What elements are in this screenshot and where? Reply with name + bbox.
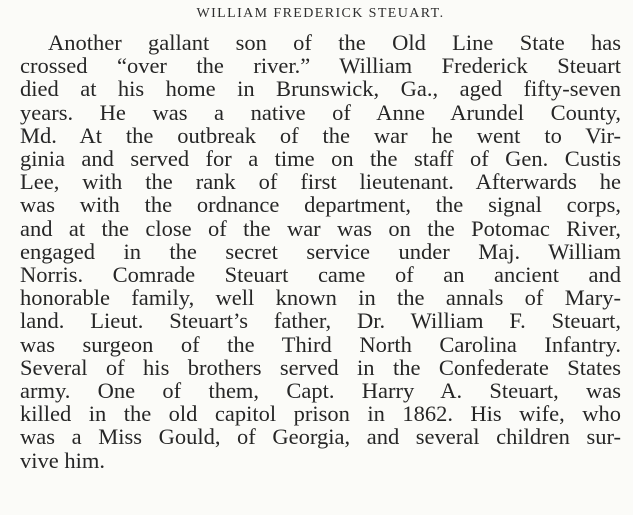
body-line: army. One of them, Capt. Harry A. Steuart, was: [20, 378, 621, 404]
body-line: was a Miss Gould, of Georgia, and several children sur-: [20, 424, 621, 450]
body-line: ginia and served for a time on the staff of Gen. Custis: [20, 146, 621, 172]
body-line: killed in the old capitol prison in 1862. His wife, who: [20, 401, 621, 427]
body-line: was surgeon of the Third North Carolina Infantry.: [20, 331, 621, 357]
body-line: engaged in the secret service under Maj. William: [20, 238, 621, 264]
body-line: and at the close of the war was on the Potomac River,: [20, 215, 621, 241]
body-line: was with the ordnance department, the signal corps,: [20, 192, 621, 218]
article-title: WILLIAM FREDERICK STEUART.: [196, 6, 445, 21]
body-line: land. Lieut. Steuart’s father, Dr. William F. Steuart,: [20, 308, 621, 334]
body-line: Norris. Comrade Steuart came of an ancient and: [20, 262, 621, 288]
body-line: died at his home in Brunswick, Ga., aged fifty-seven: [20, 76, 621, 102]
body-line: honorable family, well known in the annals of Mary-: [20, 285, 621, 311]
body-line: Md. At the outbreak of the war he went to Vir-: [20, 122, 621, 148]
body-line: vive him.: [20, 447, 105, 473]
article-body: [20, 31, 621, 472]
body-line: crossed “over the river.” William Frederick Steuart: [20, 53, 621, 79]
body-line: years. He was a native of Anne Arundel County,: [20, 99, 621, 125]
body-line: Another gallant son of the Old Line State has: [48, 30, 621, 55]
body-line: Several of his brothers served in the Confederate States: [20, 354, 621, 380]
body-line: Lee, with the rank of first lieutenant. Afterwards he: [20, 169, 621, 195]
